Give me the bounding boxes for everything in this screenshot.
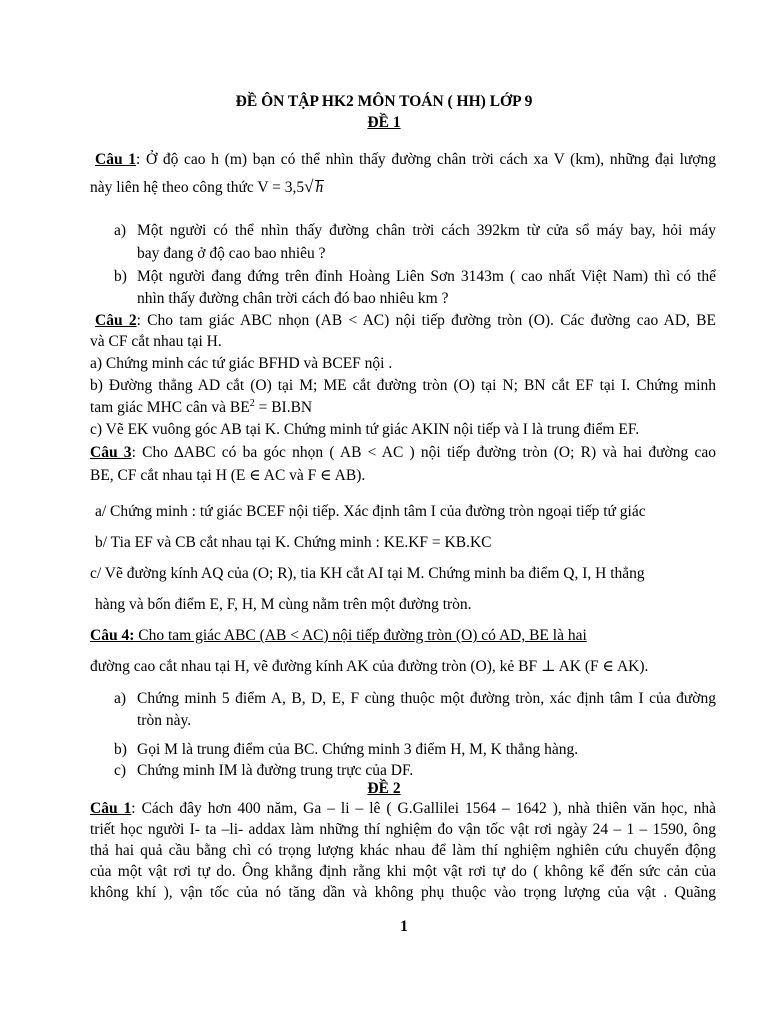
question-label: Câu 1 — [90, 800, 132, 817]
question-text: : Cho tam giác ABC nhọn (AB < AC) nội tiếp đường tròn (O). Các đường cao AD, BE — [136, 312, 716, 329]
de1-cau2-b-line1: b) Đường thẳng AD cắt (O) tại M; ME cắt đường tròn (O) tại N; BN cắt EF tại I. Chứng minh — [90, 377, 716, 394]
question-label: Câu 1 — [95, 151, 136, 168]
de2-cau1-line2: triết học người I- ta –li- addax làm những thí nghiệm đo vận tốc vật rơi ngày 24 – 1 – 1590, ông — [90, 821, 716, 838]
question-text: Cho tam giác ABC (AB < AC) nội tiếp đường tròn (O) có AD, BE là hai — [134, 627, 587, 644]
de1-cau3-a: a/ Chứng minh : tứ giác BCEF nội tiếp. Xác định tâm I của đường tròn ngoại tiếp tứ giác — [95, 503, 646, 520]
de1-cau1-a-line1: Một người có thể nhìn thấy đường chân trời cách 392km từ cửa sổ máy bay, hỏi máy — [137, 222, 716, 239]
de1-cau1-a-line2: bay đang ở độ cao bao nhiêu ? — [137, 245, 326, 262]
de1-cau2-a: a) Chứng minh các tứ giác BFHD và BCEF nội . — [90, 355, 393, 372]
sqrt-symbol: √ — [304, 177, 314, 196]
de1-cau2-line1 — [95, 312, 716, 330]
b-line2-pre: tam giác MHC cân và BE — [90, 399, 250, 416]
de1-cau4-c: Chứng minh IM là đường trung trực của DF. — [137, 762, 414, 779]
de2-cau1-line4: của một vật rơi tự do. Ông khẳng định rằng khi một vật rơi tự do ( không kể đến sức cản của — [90, 863, 716, 880]
question-text: : Cho ∆ABC có ba góc nhọn ( AB < AC ) nội tiếp đường tròn (O; R) và hai đường cao — [131, 444, 716, 461]
radicand: h — [315, 179, 324, 196]
page-number: 1 — [400, 918, 408, 935]
de1-cau1-line2 — [90, 178, 324, 197]
de1-cau4-line2: đường cao cắt nhau tại H, vẽ đường kính AK của đường tròn (O), kẻ BF ⊥ AK (F ∈ AK). — [90, 658, 649, 675]
de1-cau4-a-marker: a) — [114, 690, 127, 707]
question-text: : Cách đây hơn 400 năm, Ga – li – lê ( G.Gallilei 1564 – 1642 ), nhà thiên văn học, nhà — [131, 800, 716, 817]
de1-cau2-line2: và CF cắt nhau tại H. — [90, 333, 222, 350]
de1-cau3-c-line2: hàng và bốn điểm E, F, H, M cùng nằm trên một đường tròn. — [95, 596, 472, 613]
formula-text: này liên hệ theo công thức V = 3,5 — [90, 179, 305, 196]
de1-cau4-c-marker: c) — [114, 762, 127, 779]
de1-cau1-line1 — [95, 151, 716, 169]
de1-cau3-c-line1: c/ Vẽ đường kính AQ của (O; R), tia KH cắt AI tại M. Chứng minh ba điểm Q, I, H thẳng — [90, 565, 645, 582]
exam-heading-de1: ĐỀ 1 — [367, 114, 401, 131]
question-label: Câu 3 — [90, 444, 132, 461]
de1-cau4-a-line2: tròn này. — [137, 712, 192, 729]
de1-cau4-b-marker: b) — [114, 741, 127, 758]
de1-cau3-line2: BE, CF cắt nhau tại H (E ∈ AC và F ∈ AB). — [90, 467, 366, 484]
de1-cau1-b-line2: nhìn thấy đường chân trời cách đó bao nhiêu km ? — [137, 290, 449, 307]
de1-cau4-a-line1: Chứng minh 5 điểm A, B, D, E, F cùng thuộc một đường tròn, xác định tâm I của đường — [137, 690, 716, 707]
de1-cau1-a-marker: a) — [114, 222, 127, 239]
de1-cau2-b-line2 — [90, 399, 312, 417]
question-text: : Ở độ cao h (m) bạn có thể nhìn thấy đường chân trời cách xa V (km), những đại lượng — [136, 151, 716, 168]
de1-cau1-b-marker: b) — [114, 268, 127, 285]
de1-cau1-b-line1: Một người đang đứng trên đỉnh Hoàng Liên Sơn 3143m ( cao nhất Việt Nam) thì có thể — [137, 268, 716, 285]
exam-heading-de2: ĐỀ 2 — [367, 780, 401, 797]
de1-cau4-line1 — [90, 627, 587, 645]
de2-cau1-line1 — [90, 800, 716, 818]
de2-cau1-line5: không khí ), vận tốc của nó tăng dần và không phụ thuộc vào trọng lượng của vật . Quãng — [90, 884, 716, 901]
document-title: ĐỀ ÔN TẬP HK2 MÔN TOÁN ( HH) LỚP 9 — [235, 93, 533, 110]
de2-cau1-line3: thả hai quả cầu bằng chì có trọng lượng khác nhau để làm thí nghiệm nghiên cứu chuyển động — [90, 842, 716, 859]
question-label: Câu 4: — [90, 627, 135, 644]
de1-cau3-b: b/ Tia EF và CB cắt nhau tại K. Chứng minh : KE.KF = KB.KC — [95, 534, 492, 551]
superscript: 2 — [249, 397, 255, 409]
question-label: Câu 2 — [95, 312, 137, 329]
b-line2-post: = BI.BN — [254, 399, 313, 416]
de1-cau4-b: Gọi M là trung điểm của BC. Chứng minh 3 điểm H, M, K thẳng hàng. — [137, 741, 579, 758]
de1-cau3-line1 — [90, 444, 716, 462]
de1-cau2-c: c) Vẽ EK vuông góc AB tại K. Chứng minh tứ giác AKIN nội tiếp và I là trung điểm EF. — [90, 421, 640, 438]
